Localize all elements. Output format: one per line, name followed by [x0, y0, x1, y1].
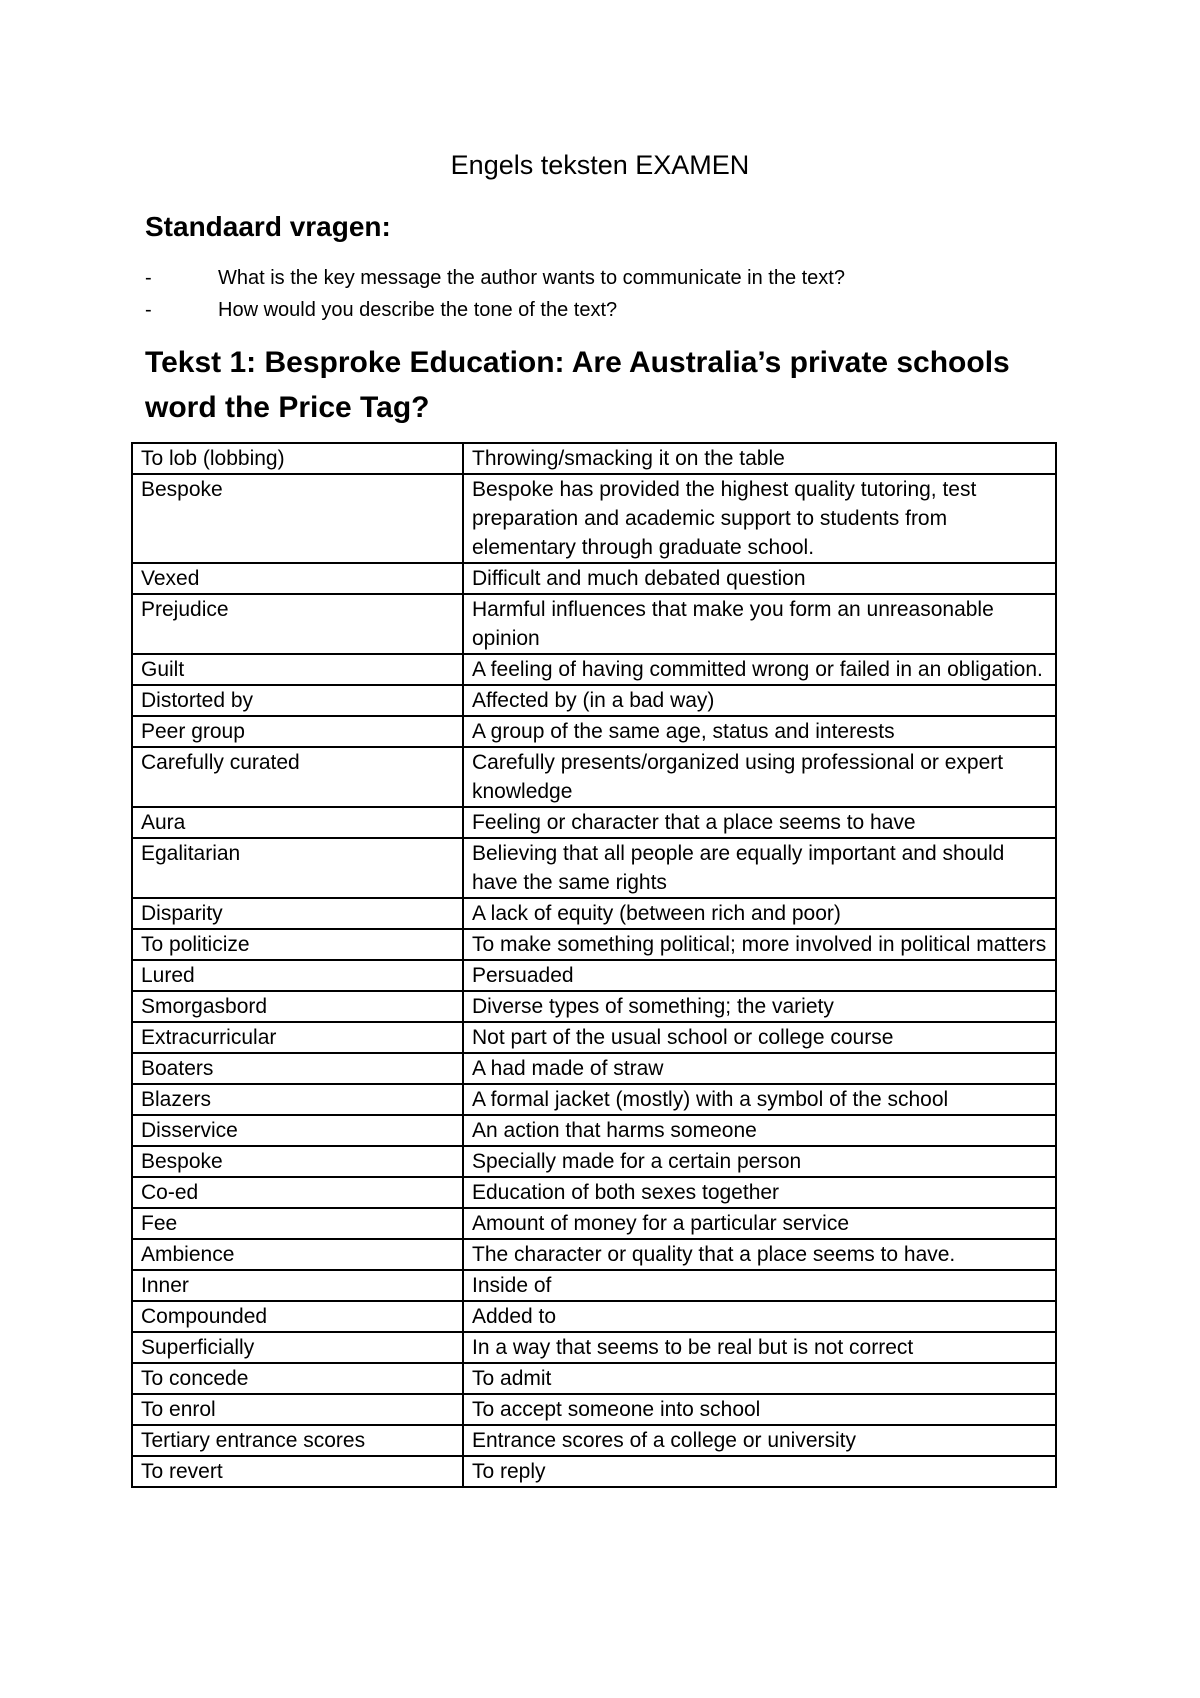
table-row [132, 1146, 1056, 1177]
vocab-definition: Amount of money for a particular service [463, 1208, 1056, 1239]
vocab-definition: Diverse types of something; the variety [463, 991, 1056, 1022]
vocab-definition: Believing that all people are equally important and should have the same rights [463, 838, 1056, 898]
table-row [132, 929, 1056, 960]
list-item [145, 262, 845, 294]
table-row [132, 1363, 1056, 1394]
vocab-term: To enrol [132, 1394, 463, 1425]
table-row [132, 1301, 1056, 1332]
vocab-term: Compounded [132, 1301, 463, 1332]
list-dash: - [145, 299, 152, 321]
vocab-definition: A feeling of having committed wrong or failed in an obligation. [463, 654, 1056, 685]
table-row [132, 1332, 1056, 1363]
table-row [132, 991, 1056, 1022]
table-row [132, 1425, 1056, 1456]
table-row [132, 1239, 1056, 1270]
table-row [132, 1115, 1056, 1146]
vocab-definition: To accept someone into school [463, 1394, 1056, 1425]
vocab-definition: Inside of [463, 1270, 1056, 1301]
list-item [145, 294, 845, 326]
table-row [132, 1177, 1056, 1208]
vocab-definition: A formal jacket (mostly) with a symbol of the school [463, 1084, 1056, 1115]
text-heading: Tekst 1: Besproke Education: Are Australia’s private schools word the Price Tag? [145, 346, 1010, 424]
vocab-term: Boaters [132, 1053, 463, 1084]
vocab-term: Blazers [132, 1084, 463, 1115]
vocab-term: To lob (lobbing) [132, 443, 463, 474]
table-row [132, 898, 1056, 929]
vocab-term: Disservice [132, 1115, 463, 1146]
table-row [132, 1456, 1056, 1487]
table-row [132, 1270, 1056, 1301]
table-row [132, 594, 1056, 654]
table-row [132, 747, 1056, 807]
vocab-definition: To reply [463, 1456, 1056, 1487]
vocabulary-table [131, 442, 1057, 1488]
table-row [132, 1208, 1056, 1239]
vocab-definition: Entrance scores of a college or university [463, 1425, 1056, 1456]
vocab-definition: Throwing/smacking it on the table [463, 443, 1056, 474]
table-row [132, 685, 1056, 716]
vocab-term: Disparity [132, 898, 463, 929]
vocab-term: Co-ed [132, 1177, 463, 1208]
table-row [132, 1084, 1056, 1115]
vocab-definition: Persuaded [463, 960, 1056, 991]
table-row [132, 1394, 1056, 1425]
vocab-definition: Difficult and much debated question [463, 563, 1056, 594]
vocab-term: Carefully curated [132, 747, 463, 807]
vocab-definition: To make something political; more involved in political matters [463, 929, 1056, 960]
vocab-term: Distorted by [132, 685, 463, 716]
question-list [145, 262, 845, 326]
vocab-term: Extracurricular [132, 1022, 463, 1053]
vocab-definition: Specially made for a certain person [463, 1146, 1056, 1177]
vocab-term: Prejudice [132, 594, 463, 654]
vocab-term: To concede [132, 1363, 463, 1394]
vocab-term: Inner [132, 1270, 463, 1301]
vocab-definition: A lack of equity (between rich and poor) [463, 898, 1056, 929]
vocab-term: Superficially [132, 1332, 463, 1363]
vocab-term: Egalitarian [132, 838, 463, 898]
vocab-term: Bespoke [132, 1146, 463, 1177]
vocab-term: Peer group [132, 716, 463, 747]
vocab-definition: Bespoke has provided the highest quality tutoring, test preparation and academic support to students from elementary through graduate school. [463, 474, 1056, 563]
vocab-term: Aura [132, 807, 463, 838]
table-row [132, 807, 1056, 838]
table-row [132, 960, 1056, 991]
table-row [132, 443, 1056, 474]
vocab-definition: A had made of straw [463, 1053, 1056, 1084]
table-row [132, 1053, 1056, 1084]
vocab-term: Ambience [132, 1239, 463, 1270]
question-text: How would you describe the tone of the text? [218, 299, 618, 321]
question-text: What is the key message the author wants to communicate in the text? [218, 267, 845, 289]
vocab-definition: Education of both sexes together [463, 1177, 1056, 1208]
vocab-term: Smorgasbord [132, 991, 463, 1022]
vocab-term: Tertiary entrance scores [132, 1425, 463, 1456]
vocab-definition: A group of the same age, status and interests [463, 716, 1056, 747]
vocab-term: Lured [132, 960, 463, 991]
vocab-term: To revert [132, 1456, 463, 1487]
vocab-definition: Not part of the usual school or college course [463, 1022, 1056, 1053]
table-row [132, 716, 1056, 747]
table-row [132, 838, 1056, 898]
vocab-definition: Carefully presents/organized using professional or expert knowledge [463, 747, 1056, 807]
list-dash: - [145, 267, 152, 289]
vocab-term: To politicize [132, 929, 463, 960]
vocab-term: Bespoke [132, 474, 463, 563]
vocab-term: Vexed [132, 563, 463, 594]
vocab-definition: Added to [463, 1301, 1056, 1332]
vocab-definition: The character or quality that a place seems to have. [463, 1239, 1056, 1270]
table-row [132, 474, 1056, 563]
vocab-definition: Harmful influences that make you form an unreasonable opinion [463, 594, 1056, 654]
vocab-definition: Feeling or character that a place seems to have [463, 807, 1056, 838]
vocab-definition: Affected by (in a bad way) [463, 685, 1056, 716]
vocab-definition: In a way that seems to be real but is not correct [463, 1332, 1056, 1363]
vocab-definition: An action that harms someone [463, 1115, 1056, 1146]
table-row [132, 563, 1056, 594]
vocab-term: Guilt [132, 654, 463, 685]
table-row [132, 654, 1056, 685]
document-title: Engels teksten EXAMEN [450, 150, 750, 180]
vocab-definition: To admit [463, 1363, 1056, 1394]
section-heading: Standaard vragen: [145, 211, 391, 242]
table-row [132, 1022, 1056, 1053]
vocab-term: Fee [132, 1208, 463, 1239]
